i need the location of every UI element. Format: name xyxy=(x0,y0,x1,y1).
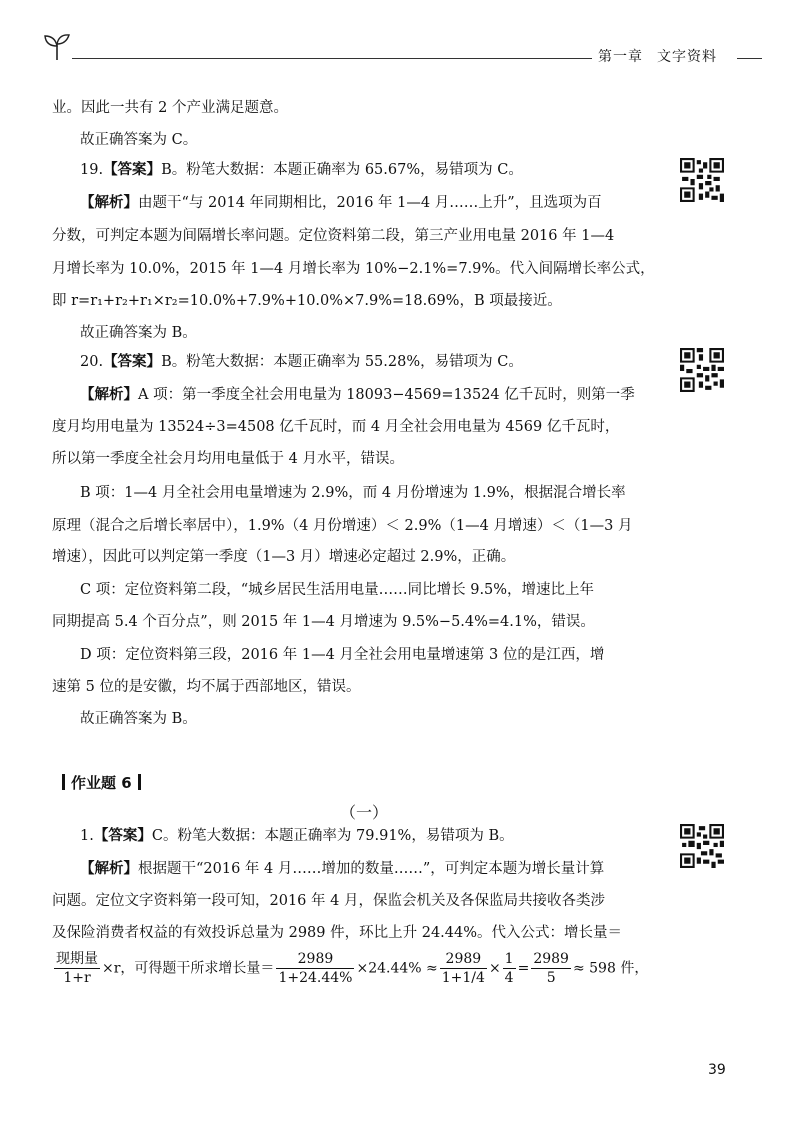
q20-analysis xyxy=(80,385,690,405)
text: 根据题干“2016 年 4 月……增加的数量……”，可判定本题为增长量计算 xyxy=(138,861,605,877)
answer-tag: 【答案】 xyxy=(103,162,162,178)
fraction: $\frac{\text{现期量}}{1+r}$ xyxy=(56,951,98,986)
analysis-tag: 【解析】 xyxy=(80,195,138,211)
fraction: $\frac{2989}{5}$ xyxy=(533,951,569,986)
text-line: 故正确答案为 B。 xyxy=(80,711,197,727)
page-number: 39 xyxy=(708,1062,726,1078)
q19-number: 19. xyxy=(80,162,104,178)
formula-line: $\frac{\text{现期量}}{1+r}$ ×r，可得题干所求增长量＝ $\frac{2989}{1+24.44\%}$ ×24.44% ≈ $\frac{2989}{1+1/4}$ × $\frac{1}{4}$ = $\frac{2989}{5}$ ≈ 598 件， xyxy=(56,951,649,986)
text-line: 所以第一季度全社会月均用电量低于 4 月水平，错误。 xyxy=(52,451,404,467)
qr-code-icon[interactable] xyxy=(680,348,724,392)
text-line: 问题。定位文字资料第一段可知，2016 年 4 月，保监会机关及各保监局共接收各类涉 xyxy=(52,893,605,909)
q1-number: 1. xyxy=(80,828,94,844)
section-heading xyxy=(56,772,147,793)
text-line: 度月均用电量为 13524÷3=4508 亿千瓦时，而 4 月全社会用电量为 4569 亿千瓦时， xyxy=(52,419,620,435)
q19-answer xyxy=(80,160,690,180)
sprout-icon xyxy=(40,30,74,64)
q20-answer-text: B。粉笔大数据：本题正确率为 55.28%，易错项为 C。 xyxy=(161,354,523,370)
text-line: 速第 5 位的是安徽，均不属于西部地区，错误。 xyxy=(52,679,361,695)
chapter-header xyxy=(592,46,737,66)
text-line: 同期提高 5.4 个百分点”，则 2015 年 1—4 月增速为 9.5%−5.4%=4.1%，错误。 xyxy=(52,614,595,630)
q20-answer xyxy=(80,352,690,372)
qr-code-icon[interactable] xyxy=(680,824,724,868)
text: 由题干“与 2014 年同期相比，2016 年 1—4 月……上升”，且选项为百 xyxy=(138,195,602,211)
answer-tag: 【答案】 xyxy=(93,828,152,844)
text-line: B 项：1—4 月全社会用电量增速为 2.9%，而 4 月份增速为 1.9%，根据混合增长率 xyxy=(80,485,626,501)
text-line: 业。因此一共有 2 个产业满足题意。 xyxy=(52,100,288,116)
answer-tag: 【答案】 xyxy=(103,354,162,370)
q1-answer xyxy=(80,826,690,846)
q19-analysis xyxy=(80,193,690,213)
text-line: 增速），因此可以判定第一季度（1—3 月）增速必定超过 2.9%，正确。 xyxy=(52,549,516,565)
fraction: $\frac{1}{4}$ xyxy=(504,951,514,986)
analysis-tag: 【解析】 xyxy=(80,861,138,877)
q20-number: 20. xyxy=(80,354,104,370)
section-label: 文字资料 xyxy=(657,49,717,65)
text-line: 故正确答案为 B。 xyxy=(80,325,197,341)
text-line: 分数，可判定本题为间隔增长率问题。定位资料第二段，第三产业用电量 2016 年 1—4 xyxy=(52,228,615,244)
subsection-heading: （一） xyxy=(340,803,389,822)
text-line: D 项：定位资料第三段，2016 年 1—4 月全社会用电量增速第 3 位的是江西，增 xyxy=(80,647,605,663)
text-line: 月增长率为 10.0%，2015 年 1—4 月增长率为 10%−2.1%=7.9%。代入间隔增长率公式， xyxy=(52,261,655,277)
chapter-label: 第一章 xyxy=(598,49,643,65)
text-line: C 项：定位资料第二段，“城乡居民生活用电量……同比增长 9.5%，增速比上年 xyxy=(80,582,595,598)
q19-answer-text: B。粉笔大数据：本题正确率为 65.67%，易错项为 C。 xyxy=(161,162,523,178)
q1-answer-text: C。粉笔大数据：本题正确率为 79.91%，易错项为 B。 xyxy=(151,828,514,844)
text-line: 及保险消费者权益的有效投诉总量为 2989 件，环比上升 24.44%。代入公式：增长量＝ xyxy=(52,925,623,941)
section-heading-text: 作业题 6 xyxy=(71,774,132,792)
text-line: 原理（混合之后增长率居中），1.9%（4 月份增速）＜ 2.9%（1—4 月增速）＜（1—3 月 xyxy=(52,518,633,534)
fraction: $\frac{2989}{1+24.44\%}$ xyxy=(278,951,353,986)
text-line: 故正确答案为 C。 xyxy=(80,132,198,148)
q1-analysis xyxy=(80,859,690,879)
text: A 项：第一季度全社会用电量为 18093−4569=13524 亿千瓦时，则第一季 xyxy=(138,387,635,403)
analysis-tag: 【解析】 xyxy=(80,387,138,403)
text-line: 即 r=r₁+r₂+r₁×r₂=10.0%+7.9%+10.0%×7.9%=18.69%，B 项最接近。 xyxy=(52,293,562,309)
fraction: $\frac{2989}{1+1/4}$ xyxy=(441,951,485,986)
qr-code-icon[interactable] xyxy=(680,158,724,202)
